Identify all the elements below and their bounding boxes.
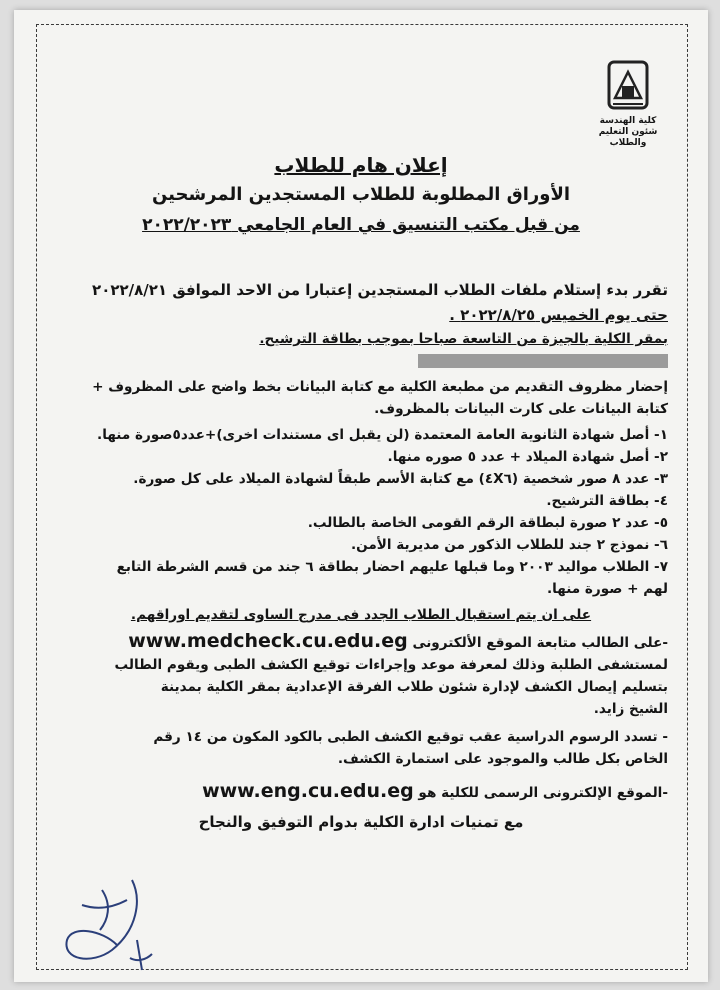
page-subtitle-2: من قبل مكتب التنسيق في العام الجامعي ٢٠٢٢/٢٠٢٣: [142, 215, 580, 235]
list-item: ٥- عدد ٢ صورة لبطاقة الرقم القومى الخاصة بالطالب.: [307, 515, 668, 531]
list-item: ٢- أصل شهادة الميلاد + عدد ٥ صوره منها.: [387, 449, 668, 465]
paragraph-fees-2: الخاص بكل طالب والموجود على استمارة الكشف.: [337, 751, 668, 767]
page-title: إعلان هام للطلاب: [274, 153, 448, 177]
paragraph-reception: على ان يتم استقبال الطلاب الجدد فى مدرج الساوى لتقديم اوراقهم.: [130, 607, 592, 623]
list-item: ٤- بطاقة الترشيح.: [546, 493, 668, 509]
paragraph-start-date: تقرر بدء إستلام ملفات الطلاب المستجدين إعتبارا من الاحد الموافق ٢٠٢٢/٨/٢١: [92, 281, 668, 299]
list-item: ٧- الطلاب مواليد ٢٠٠٣ وما قبلها عليهم احضار بطاقة ٦ جند من قسم الشرطة التابع: [116, 559, 668, 575]
paragraph-data-card: كتابة البيانات على كارت البيانات بالمظروف.: [374, 401, 668, 417]
list-item: ١- أصل شهادة الثانوية العامة المعتمدة (لن يقبل اى مستندات اخرى)+عدد٥صورة منها.: [97, 427, 668, 443]
list-item: ٦- نموذج ٢ جند للطلاب الذكور من مديرية الأمن.: [350, 537, 668, 553]
logo-line-2: شئون التعليم والطلاب: [598, 127, 658, 148]
faculty-website-link[interactable]: www.eng.cu.edu.eg: [202, 780, 414, 802]
university-emblem-icon: [605, 58, 651, 116]
paragraph-website: -الموقع الإلكترونى الرسمى للكلية هو www.eng.cu.edu.eg: [202, 780, 668, 802]
logo-line-1: كلية الهندسة: [599, 116, 657, 126]
document-page: [14, 10, 708, 982]
paragraph-medical-check-2: لمستشفى الطلبة وذلك لمعرفة موعد وإجراءات توقيع الكشف الطبى ويقوم الطالب: [114, 657, 668, 673]
handwritten-signature: [42, 870, 162, 980]
paragraph-medical-check-3: بتسليم إيصال الكشف لإدارة شئون طلاب الفرقة الإعدادية بمقر الكلية بمدينة: [160, 679, 668, 695]
paragraph-fees: - تسدد الرسوم الدراسية عقب توقيع الكشف الطبى بالكود المكون من ١٤ رقم: [153, 729, 668, 745]
closing-wishes: مع تمنيات ادارة الكلية بدوام التوفيق والنجاح: [198, 813, 524, 831]
paragraph-envelope: إحضار مظروف التقديم من مطبعة الكلية مع كتابة البيانات بخط واضح على المظروف +: [92, 379, 668, 395]
paragraph-end-date: حتى يوم الخميس ٢٠٢٢/٨/٢٥ .: [449, 306, 668, 324]
requirements-list: [54, 424, 668, 600]
announcement-body: [54, 278, 668, 835]
paragraph-medical-check: -على الطالب متابعة الموقع الألكترونى www.medcheck.cu.edu.eg: [128, 630, 668, 652]
faculty-logo: [588, 58, 668, 149]
paragraph-location: بمقر الكلية بالجيزة من التاسعة صباحا بموجب بطاقة الترشيح.: [54, 328, 668, 372]
highlight-mark: [418, 354, 668, 368]
header-titles: [74, 150, 648, 240]
list-item: لهم + صورة منها.: [546, 581, 668, 597]
medcheck-link[interactable]: www.medcheck.cu.edu.eg: [128, 630, 408, 652]
paragraph-medical-check-4: الشيخ زايد.: [593, 701, 668, 717]
list-item: ٣- عدد ٨ صور شخصية (٤X٦) مع كتابة الأسم طبقاً لشهادة الميلاد على كل صورة.: [133, 471, 668, 487]
page-subtitle: الأوراق المطلوبة للطلاب المستجدين المرشحين: [151, 184, 571, 205]
